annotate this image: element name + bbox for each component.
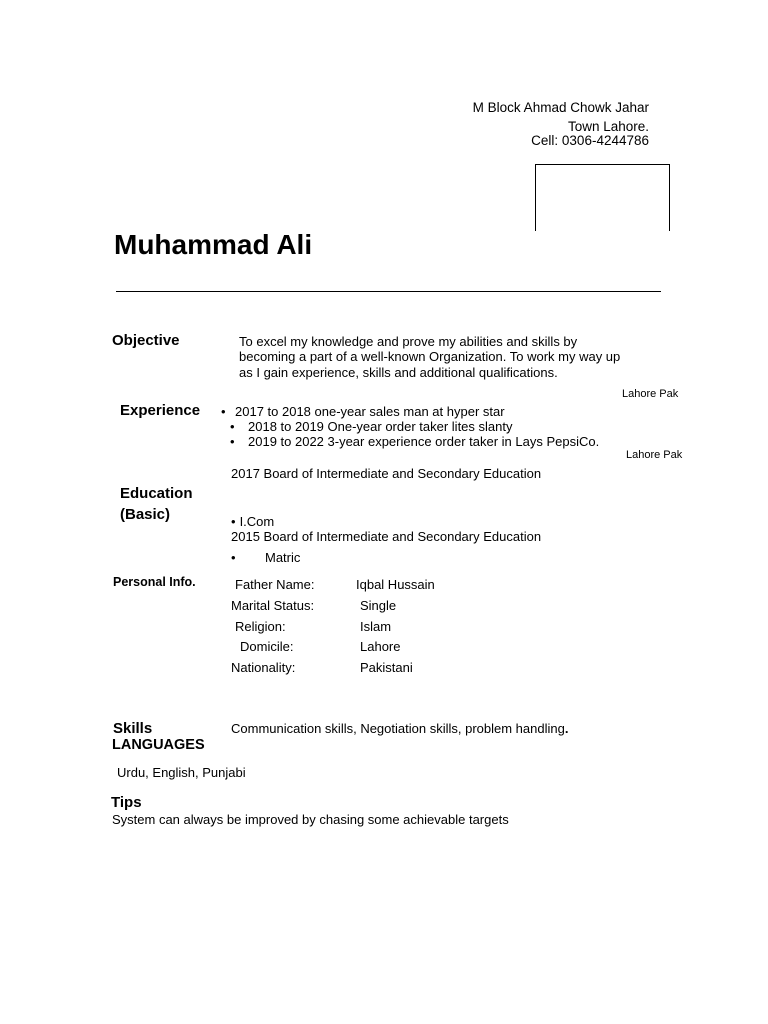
- tips-text: System can always be improved by chasing some achievable targets: [112, 812, 509, 827]
- education-degree-text: I.Com: [239, 514, 275, 529]
- personal-value-religion: Islam: [360, 619, 392, 634]
- objective-heading: Objective: [112, 332, 180, 349]
- languages-text: Urdu, English, Punjabi: [117, 765, 246, 780]
- experience-item-text: 2018 to 2019 One-year order taker lites slanty: [248, 419, 513, 434]
- personal-info-heading: Personal Info.: [113, 575, 196, 589]
- personal-value-nationality: Pakistani: [360, 660, 413, 675]
- tips-heading: Tips: [111, 794, 142, 811]
- personal-label-religion: Religion:: [235, 619, 286, 634]
- personal-value-father: Iqbal Hussain: [356, 577, 435, 592]
- objective-line-2: becoming a part of a well-known Organization. To work my way up: [239, 349, 621, 364]
- skills-period: .: [564, 721, 569, 736]
- personal-value-marital: Single: [360, 598, 397, 613]
- education-degree-1: [231, 514, 274, 529]
- skills-heading: Skills: [113, 720, 153, 737]
- objective-line-1: To excel my knowledge and prove my abilities and skills by: [239, 334, 578, 349]
- candidate-name: Muhammad Ali: [114, 229, 313, 260]
- personal-label-nationality: Nationality:: [231, 660, 296, 675]
- objective-location: Lahore Pak: [622, 388, 679, 400]
- experience-item-text: 2017 to 2018 one-year sales man at hyper star: [235, 404, 505, 419]
- education-subheading: (Basic): [120, 506, 171, 523]
- personal-label-father: Father Name:: [235, 577, 315, 592]
- education-board-1: 2017 Board of Intermediate and Secondary Education: [231, 466, 542, 481]
- education-heading: Education: [120, 485, 193, 502]
- address-line-2: Town Lahore.: [567, 119, 649, 134]
- experience-item-text: 2019 to 2022 3-year experience order taker in Lays PepsiCo.: [248, 434, 600, 449]
- education-degree-text: Matric: [265, 550, 301, 565]
- bullet-icon: •: [221, 404, 226, 419]
- photo-placeholder: [535, 164, 670, 231]
- experience-item-1: [221, 404, 505, 419]
- languages-heading: LANGUAGES: [112, 737, 205, 753]
- objective-line-3: as I gain experience, skills and additional qualifications.: [239, 365, 558, 380]
- experience-item-2: [230, 419, 512, 434]
- address-line-1: M Block Ahmad Chowk Jahar: [472, 100, 649, 115]
- experience-location: Lahore Pak: [626, 449, 683, 461]
- divider-line: [116, 291, 661, 292]
- bullet-icon: •: [230, 434, 235, 449]
- cell-number: Cell: 0306-4244786: [531, 133, 649, 148]
- education-degree-2: [231, 550, 300, 565]
- experience-item-3: [230, 434, 599, 449]
- bullet-icon: •: [231, 514, 236, 529]
- personal-value-domicile: Lahore: [360, 639, 401, 654]
- skills-text: [231, 721, 568, 736]
- experience-heading: Experience: [120, 402, 201, 419]
- skills-list: Communication skills, Negotiation skills, problem handling: [231, 721, 565, 736]
- personal-label-domicile: Domicile:: [240, 639, 294, 654]
- bullet-icon: •: [231, 550, 236, 565]
- personal-label-marital: Marital Status:: [231, 598, 315, 613]
- bullet-icon: •: [230, 419, 235, 434]
- education-board-2: 2015 Board of Intermediate and Secondary Education: [231, 529, 542, 544]
